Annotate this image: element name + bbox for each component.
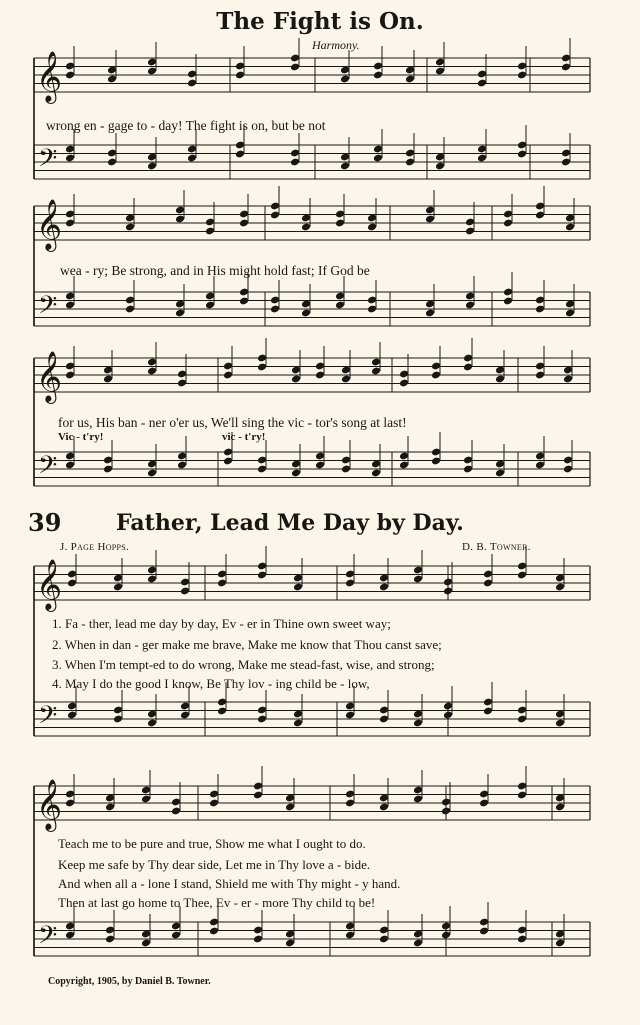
svg-text:𝄞: 𝄞 bbox=[36, 779, 63, 830]
svg-text:𝄞: 𝄞 bbox=[36, 51, 63, 102]
echo-victory-2: vic - t'ry! bbox=[222, 431, 266, 443]
svg-text:𝄞: 𝄞 bbox=[36, 199, 63, 250]
lyrics-line-3: for us, His ban - ner o'er us, We'll sing the vic - tor's song at last! bbox=[58, 415, 407, 430]
lyrics-line-1: wrong en - gage to - day! The fight is on, but be not bbox=[46, 118, 326, 133]
hymn-title: The Fight is On. bbox=[216, 8, 424, 35]
hymn-title-2: Father, Lead Me Day by Day. bbox=[116, 510, 464, 536]
svg-text:𝄞: 𝄞 bbox=[36, 559, 63, 610]
verse-2-a: 2. When in dan - ger make me brave, Make me know that Thou canst save; bbox=[52, 637, 442, 652]
author-credit: J. Page Hopps. bbox=[60, 541, 130, 553]
echo-victory-1: Vic - t'ry! bbox=[58, 431, 104, 443]
verse-3-a: 3. When I'm tempt-ed to do wrong, Make me stead-fast, wise, and strong; bbox=[52, 657, 435, 672]
svg-text:𝄢: 𝄢 bbox=[38, 701, 58, 736]
verse-3-b: And when all a - lone I stand, Shield me with Thy might - y hand. bbox=[58, 876, 401, 891]
svg-text:𝄢: 𝄢 bbox=[38, 291, 58, 326]
svg-text:𝄢: 𝄢 bbox=[38, 451, 58, 486]
harmony-label: Harmony. bbox=[312, 38, 360, 52]
verse-4-a: 4. May I do the good I know, Be Thy lov - ing child be - low, bbox=[52, 676, 370, 691]
svg-text:𝄢: 𝄢 bbox=[38, 144, 58, 179]
hymn-number: 39 bbox=[28, 508, 62, 537]
verse-2-b: Keep me safe by Thy dear side, Let me in Thy love a - bide. bbox=[58, 857, 371, 872]
copyright-notice: Copyright, 1905, by Daniel B. Towner. bbox=[48, 976, 211, 987]
verse-1-a: 1. Fa - ther, lead me day by day, Ev - er in Thine own sweet way; bbox=[52, 616, 391, 631]
composer-credit: D. B. Towner. bbox=[462, 541, 531, 553]
svg-text:𝄞: 𝄞 bbox=[36, 351, 63, 402]
verse-1-b: Teach me to be pure and true, Show me what I ought to do. bbox=[58, 836, 366, 851]
lyrics-line-2: wea - ry; Be strong, and in His might hold fast; If God be bbox=[60, 263, 370, 278]
svg-text:𝄢: 𝄢 bbox=[38, 921, 58, 956]
verse-4-b: Then at last go home to Thee, Ev - er - more Thy child to be! bbox=[58, 895, 376, 910]
